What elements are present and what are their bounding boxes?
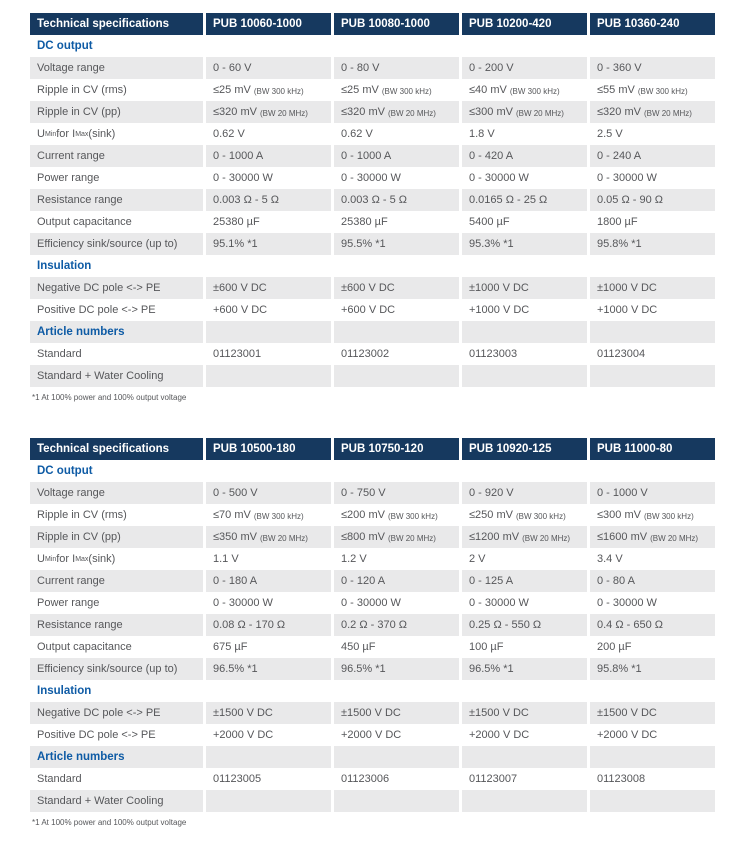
table-row [30,548,715,570]
table-row [30,167,715,189]
cell-value: 96.5% *1 [459,658,587,680]
cell-value: 96.5% *1 [203,658,331,680]
cell-value [203,790,331,812]
table-row [30,724,715,746]
cell-value: 200 µF [587,636,715,658]
cell-value: 0.2 Ω - 370 Ω [331,614,459,636]
table-row [30,123,715,145]
cell-value [203,365,331,387]
table-row [30,79,715,101]
bandwidth-note: (BW 300 kHz) [381,86,432,96]
section-empty-cell [203,680,331,702]
cell-value: +600 V DC [203,299,331,321]
value-text: ≤250 mV [469,509,513,521]
cell-value: 1.1 V [203,548,331,570]
bandwidth-note: (BW 20 MHz) [259,533,308,543]
row-label: Resistance range [30,614,203,636]
table-row [30,768,715,790]
cell-value: 01123002 [331,343,459,365]
cell-value: 96.5% *1 [331,658,459,680]
row-label: Efficiency sink/source (up to) [30,658,203,680]
cell-value: +2000 V DC [331,724,459,746]
cell-value: +1000 V DC [459,299,587,321]
cell-value: ±1000 V DC [459,277,587,299]
cell-value: 95.8% *1 [587,658,715,680]
value-text: ≤320 mV [213,106,257,118]
cell-value: 3.4 V [587,548,715,570]
section-header-row [30,35,715,57]
cell-value [203,79,331,101]
section-empty-cell [331,746,459,768]
cell-value: 95.1% *1 [203,233,331,255]
cell-value: 0 - 200 V [459,57,587,79]
section-title: DC output [37,465,93,477]
table-row [30,57,715,79]
cell-value: 1.8 V [459,123,587,145]
column-header-model: PUB 10920-125 [459,438,587,460]
value-text: ≤40 mV [469,84,507,96]
value-text: ≤300 mV [469,106,513,118]
row-label: Output capacitance [37,216,132,228]
section-empty-cell [587,460,715,482]
bandwidth-note: (BW 300 kHz) [637,86,688,96]
cell-value: 0.25 Ω - 550 Ω [459,614,587,636]
section-empty-cell [459,460,587,482]
cell-value: ±1000 V DC [587,277,715,299]
section-header-row [30,321,715,343]
row-label: Ripple in CV (pp) [30,526,203,548]
table-row [30,570,715,592]
cell-value: 100 µF [459,636,587,658]
section-empty-cell [331,321,459,343]
cell-value: 95.5% *1 [331,233,459,255]
table-row [30,790,715,812]
cell-value [459,79,587,101]
section-header-row [30,746,715,768]
cell-value: 0.05 Ω - 90 Ω [587,189,715,211]
column-header-model: PUB 10500-180 [203,438,331,460]
cell-value [587,790,715,812]
cell-value: 0 - 750 V [331,482,459,504]
section-empty-cell [459,746,587,768]
value-text: ≤200 mV [341,509,385,521]
cell-value [459,101,587,123]
value-text: ≤1200 mV [469,531,520,543]
row-label: Standard + Water Cooling [30,365,203,387]
cell-value [331,526,459,548]
row-label: Ripple in CV (pp) [30,101,203,123]
cell-value: 0 - 30000 W [203,167,331,189]
row-label: Standard + Water Cooling [30,790,203,812]
cell-value [587,365,715,387]
section-empty-cell [331,255,459,277]
row-label: Negative DC pole <-> PE [30,277,203,299]
cell-value: 0 - 60 V [203,57,331,79]
row-label: Efficiency sink/source (up to) [30,233,203,255]
cell-value [331,101,459,123]
cell-value: 0 - 120 A [331,570,459,592]
bandwidth-note: (BW 20 MHz) [387,108,436,118]
row-label: Voltage range [30,482,203,504]
cell-value [331,790,459,812]
table-row [30,365,715,387]
value-text: ≤1600 mV [597,531,648,543]
row-label: Output capacitance [37,641,132,653]
row-label: Positive DC pole <-> PE [37,729,156,741]
section-title: Insulation [37,685,92,697]
cell-value: 2.5 V [587,123,715,145]
table-row [30,145,715,167]
section-empty-cell [459,321,587,343]
column-header-model: PUB 11000-80 [587,438,715,460]
section-empty-cell [459,255,587,277]
cell-value: ±1500 V DC [587,702,715,724]
cell-value: 0 - 420 A [459,145,587,167]
row-label: Standard [37,348,82,360]
cell-value: ±1500 V DC [459,702,587,724]
value-text: ≤320 mV [597,106,641,118]
footnote: *1 At 100% power and 100% output voltage [32,393,187,402]
value-text: ≤350 mV [213,531,257,543]
column-header-model: PUB 10060-1000 [203,13,331,35]
row-label: Resistance range [30,189,203,211]
bandwidth-note: (BW 300 kHz) [643,511,694,521]
bandwidth-note: (BW 20 MHz) [387,533,436,543]
section-header-row [30,680,715,702]
bandwidth-note: (BW 300 kHz) [387,511,438,521]
bandwidth-note: (BW 300 kHz) [509,86,560,96]
value-text: ≤70 mV [213,509,251,521]
cell-value [203,526,331,548]
section-header-row [30,460,715,482]
cell-value [459,504,587,526]
cell-value: +1000 V DC [587,299,715,321]
column-header-model: PUB 10080-1000 [331,13,459,35]
cell-value: 95.3% *1 [459,233,587,255]
cell-value: 01123001 [203,343,331,365]
row-label: Current range [30,145,203,167]
table-row [30,233,715,255]
spec-table-low-voltage [30,13,715,387]
cell-value: 95.8% *1 [587,233,715,255]
bandwidth-note: (BW 20 MHz) [259,108,308,118]
cell-value: 0.003 Ω - 5 Ω [203,189,331,211]
table-row [30,299,715,321]
section-title: DC output [37,40,93,52]
section-empty-cell [203,746,331,768]
row-label: U Min for I Max (sink) [37,128,116,140]
table-row [30,702,715,724]
cell-value: 0 - 30000 W [331,592,459,614]
cell-value [459,790,587,812]
table-header-row [30,13,715,35]
cell-value: 0.4 Ω - 650 Ω [587,614,715,636]
bandwidth-note: (BW 20 MHz) [650,533,699,543]
cell-value: 25380 µF [203,211,331,233]
row-label: Power range [37,597,100,609]
table-row [30,592,715,614]
cell-value: 0 - 30000 W [459,592,587,614]
cell-value: ±600 V DC [331,277,459,299]
value-text: ≤320 mV [341,106,385,118]
cell-value: 25380 µF [331,211,459,233]
cell-value: 0 - 1000 A [331,145,459,167]
footnote: *1 At 100% power and 100% output voltage [32,818,187,827]
cell-value: 01123003 [459,343,587,365]
cell-value: ±1500 V DC [331,702,459,724]
cell-value: 1.2 V [331,548,459,570]
section-empty-cell [203,460,331,482]
section-empty-cell [331,680,459,702]
value-text: ≤55 mV [597,84,635,96]
cell-value [587,79,715,101]
row-label: Negative DC pole <-> PE [30,702,203,724]
row-label: Positive DC pole <-> PE [37,304,156,316]
cell-value: 0 - 30000 W [331,167,459,189]
cell-value [203,504,331,526]
bandwidth-note: (BW 300 kHz) [253,86,304,96]
cell-value: 675 µF [203,636,331,658]
bandwidth-note: (BW 300 kHz) [515,511,566,521]
cell-value: ±600 V DC [203,277,331,299]
cell-value: 0 - 240 A [587,145,715,167]
cell-value: 0 - 80 V [331,57,459,79]
cell-value: 1800 µF [587,211,715,233]
section-empty-cell [459,35,587,57]
section-empty-cell [203,255,331,277]
table-row [30,211,715,233]
row-label: Ripple in CV (rms) [37,509,127,521]
row-label: Standard [37,773,82,785]
subscript: Max [75,555,89,563]
column-header-title: Technical specifications [30,13,203,35]
table-row [30,482,715,504]
column-header-model: PUB 10750-120 [331,438,459,460]
section-empty-cell [587,321,715,343]
cell-value: 0 - 920 V [459,482,587,504]
table-row [30,504,715,526]
cell-value: +2000 V DC [587,724,715,746]
cell-value: 0 - 180 A [203,570,331,592]
table-row [30,526,715,548]
subscript: Min [44,130,57,138]
table-row [30,189,715,211]
row-label: Current range [30,570,203,592]
cell-value: 0 - 125 A [459,570,587,592]
table-row [30,636,715,658]
table-row [30,614,715,636]
cell-value: +600 V DC [331,299,459,321]
cell-value [587,504,715,526]
cell-value: 5400 µF [459,211,587,233]
row-label: Ripple in CV (rms) [37,84,127,96]
table-row [30,658,715,680]
cell-value: 01123006 [331,768,459,790]
cell-value: 0 - 360 V [587,57,715,79]
column-header-model: PUB 10360-240 [587,13,715,35]
subscript: Min [44,555,57,563]
cell-value: 0.08 Ω - 170 Ω [203,614,331,636]
cell-value: 0 - 30000 W [587,592,715,614]
cell-value: 0.003 Ω - 5 Ω [331,189,459,211]
cell-value [331,504,459,526]
table-row [30,101,715,123]
cell-value [331,79,459,101]
cell-value [459,365,587,387]
column-header-title: Technical specifications [30,438,203,460]
cell-value: ±1500 V DC [203,702,331,724]
cell-value: 0 - 80 A [587,570,715,592]
spec-table-high-voltage [30,438,715,812]
bandwidth-note: (BW 20 MHz) [643,108,692,118]
section-empty-cell [459,680,587,702]
cell-value: 01123005 [203,768,331,790]
cell-value: 2 V [459,548,587,570]
value-text: ≤25 mV [213,84,251,96]
bandwidth-note: (BW 300 kHz) [253,511,304,521]
section-empty-cell [587,680,715,702]
cell-value: 0.62 V [203,123,331,145]
table-row [30,277,715,299]
cell-value: 01123007 [459,768,587,790]
value-text: ≤300 mV [597,509,641,521]
cell-value: 0 - 500 V [203,482,331,504]
section-empty-cell [331,460,459,482]
row-label: U Min for I Max (sink) [37,553,116,565]
table-header-row [30,438,715,460]
cell-value [587,101,715,123]
cell-value: 0 - 30000 W [587,167,715,189]
table-row [30,343,715,365]
section-empty-cell [587,255,715,277]
cell-value: 0 - 30000 W [459,167,587,189]
cell-value: +2000 V DC [203,724,331,746]
section-empty-cell [331,35,459,57]
section-empty-cell [587,746,715,768]
cell-value: 450 µF [331,636,459,658]
cell-value: 01123008 [587,768,715,790]
cell-value [203,101,331,123]
cell-value: 0.62 V [331,123,459,145]
cell-value: 01123004 [587,343,715,365]
bandwidth-note: (BW 20 MHz) [515,108,564,118]
section-header-row [30,255,715,277]
row-label: Power range [37,172,100,184]
section-empty-cell [587,35,715,57]
cell-value: 0 - 1000 A [203,145,331,167]
section-title: Article numbers [30,746,203,768]
bandwidth-note: (BW 20 MHz) [522,533,571,543]
subscript: Max [75,130,89,138]
cell-value: 0.0165 Ω - 25 Ω [459,189,587,211]
value-text: ≤800 mV [341,531,385,543]
cell-value [331,365,459,387]
value-text: ≤25 mV [341,84,379,96]
section-empty-cell [203,321,331,343]
section-title: Article numbers [30,321,203,343]
cell-value: +2000 V DC [459,724,587,746]
row-label: Voltage range [30,57,203,79]
section-empty-cell [203,35,331,57]
cell-value: 0 - 1000 V [587,482,715,504]
cell-value: 0 - 30000 W [203,592,331,614]
section-title: Insulation [37,260,92,272]
cell-value [587,526,715,548]
column-header-model: PUB 10200-420 [459,13,587,35]
cell-value [459,526,587,548]
